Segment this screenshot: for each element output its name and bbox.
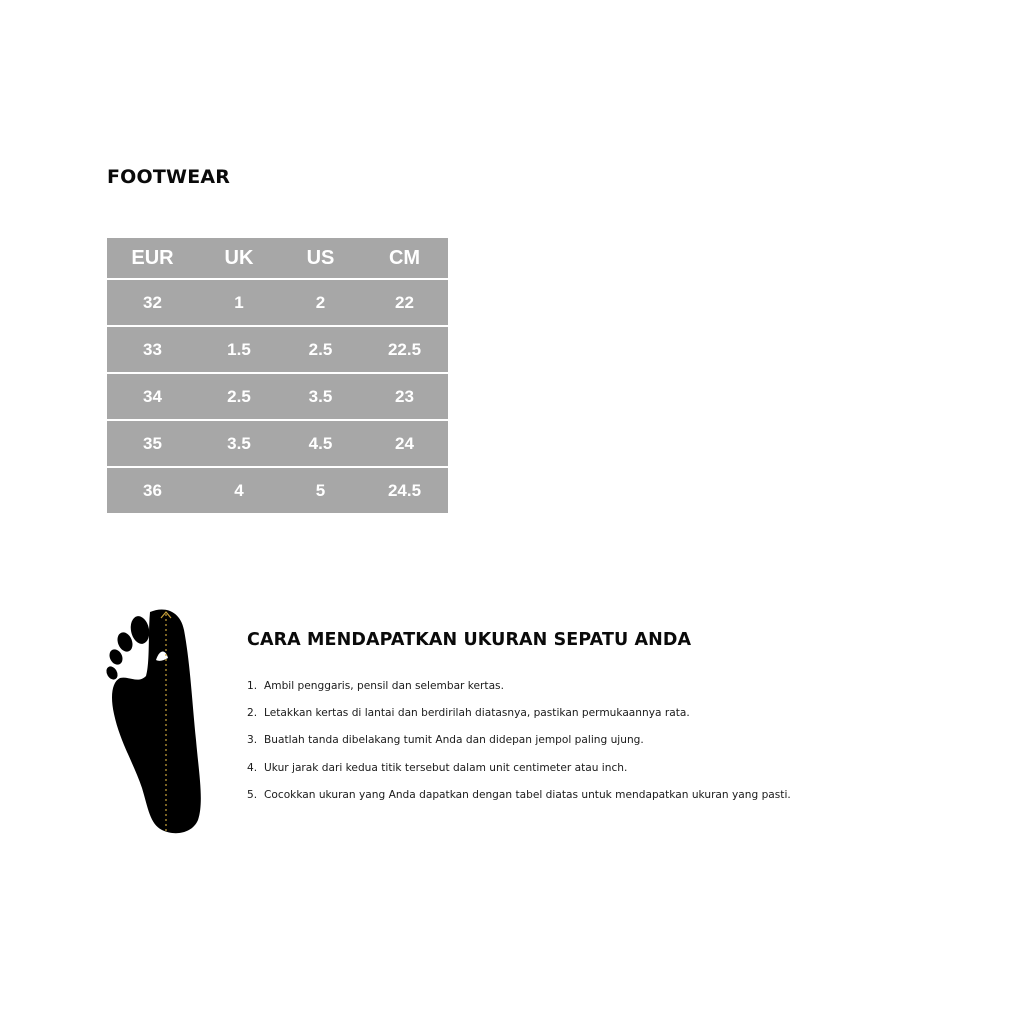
cell-eur: 35 <box>107 420 198 467</box>
table-row <box>107 467 448 513</box>
cell-us: 3.5 <box>280 373 361 420</box>
step-text: Cocokkan ukuran yang Anda dapatkan dengan tabel diatas untuk mendapatkan ukuran yang pasti. <box>264 788 791 801</box>
header-eur: EUR <box>107 238 198 279</box>
section-title: FOOTWEAR <box>107 166 231 188</box>
instruction-step <box>247 727 791 754</box>
cell-cm: 23 <box>361 373 448 420</box>
step-number: 3. <box>247 734 258 747</box>
step-number: 5. <box>247 788 258 801</box>
cell-us: 5 <box>280 467 361 513</box>
cell-us: 2 <box>280 279 361 326</box>
cell-cm: 22 <box>361 279 448 326</box>
cell-uk: 4 <box>198 467 280 513</box>
step-text: Letakkan kertas di lantai dan berdirilah diatasnya, pastikan permukaannya rata. <box>264 706 690 719</box>
table-row <box>107 373 448 420</box>
cell-cm: 22.5 <box>361 326 448 373</box>
header-cm: CM <box>361 238 448 279</box>
instruction-step <box>247 754 791 781</box>
step-number: 1. <box>247 679 258 692</box>
cell-uk: 1 <box>198 279 280 326</box>
step-text: Buatlah tanda dibelakang tumit Anda dan didepan jempol paling ujung. <box>264 734 644 747</box>
step-number: 2. <box>247 706 258 719</box>
size-chart-table <box>107 238 448 513</box>
footprint-icon <box>104 604 208 836</box>
cell-cm: 24 <box>361 420 448 467</box>
cell-eur: 32 <box>107 279 198 326</box>
instruction-step <box>247 699 791 726</box>
cell-us: 4.5 <box>280 420 361 467</box>
table-row <box>107 420 448 467</box>
table-row <box>107 326 448 373</box>
cell-uk: 2.5 <box>198 373 280 420</box>
cell-eur: 34 <box>107 373 198 420</box>
header-us: US <box>280 238 361 279</box>
cell-uk: 3.5 <box>198 420 280 467</box>
header-uk: UK <box>198 238 280 279</box>
cell-eur: 36 <box>107 467 198 513</box>
step-number: 4. <box>247 761 258 774</box>
cell-uk: 1.5 <box>198 326 280 373</box>
step-text: Ambil penggaris, pensil dan selembar kertas. <box>264 679 504 692</box>
instruction-step <box>247 672 791 699</box>
step-text: Ukur jarak dari kedua titik tersebut dalam unit centimeter atau inch. <box>264 761 628 774</box>
instruction-list <box>247 672 791 808</box>
guide-title: CARA MENDAPATKAN UKURAN SEPATU ANDA <box>247 630 692 650</box>
cell-cm: 24.5 <box>361 467 448 513</box>
cell-us: 2.5 <box>280 326 361 373</box>
table-row <box>107 279 448 326</box>
cell-eur: 33 <box>107 326 198 373</box>
table-header-row <box>107 238 448 279</box>
instruction-step <box>247 781 791 808</box>
